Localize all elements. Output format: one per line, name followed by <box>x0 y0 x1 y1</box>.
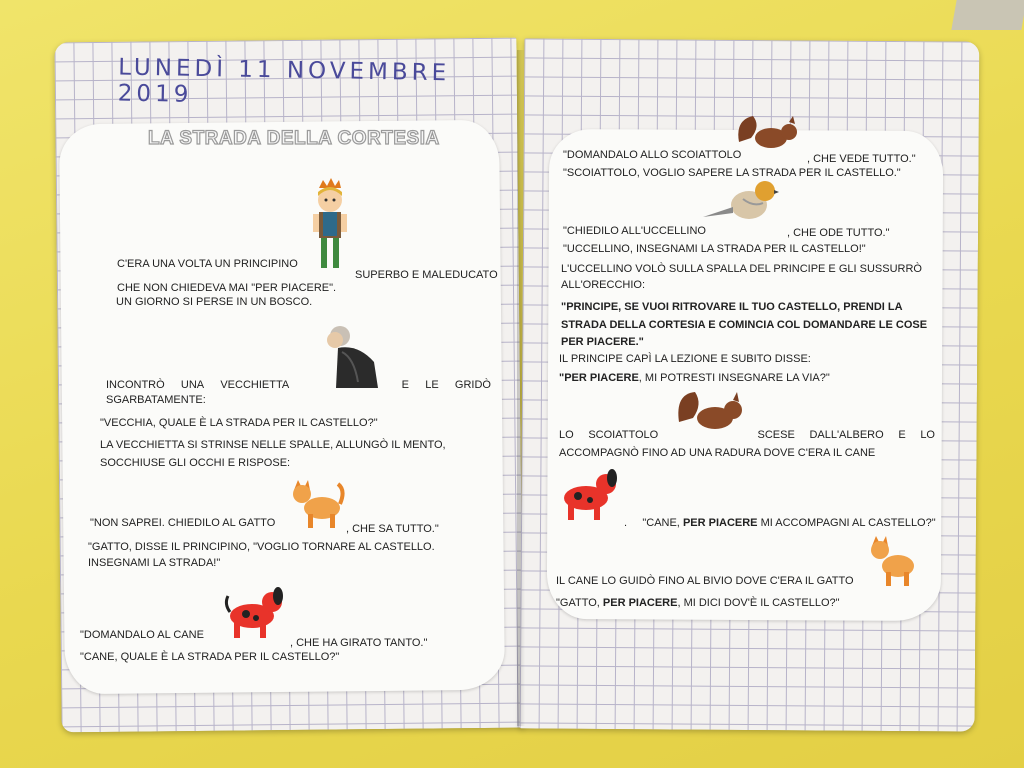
word: LE <box>425 379 439 391</box>
text-line: ALL'ORECCHIO: <box>561 279 646 291</box>
text-line: IL PRINCIPE CAPÌ LA LEZIONE E SUBITO DISSE: <box>559 353 811 365</box>
text-line: LA VECCHIETTA SI STRINSE NELLE SPALLE, ALLUNGÒ IL MENTO, <box>100 439 446 451</box>
word: E <box>401 379 409 391</box>
text-line: , CHE HA GIRATO TANTO." <box>290 637 428 649</box>
text-line: "NON SAPREI. CHIEDILO AL GATTO <box>90 517 276 529</box>
text-line <box>559 371 830 385</box>
bird-drawing <box>703 177 779 225</box>
text-line: CHE NON CHIEDEVA MAI "PER PIACERE". <box>117 282 337 294</box>
text-line: "VECCHIA, QUALE È LA STRADA PER IL CASTELLO?" <box>100 417 378 429</box>
text: "CANE, <box>642 517 683 529</box>
text-line: ACCOMPAGNÒ FINO AD UNA RADURA DOVE C'ERA IL CANE <box>559 447 876 459</box>
text-line: PER PIACERE." <box>561 336 644 348</box>
text: MI ACCOMPAGNI AL CASTELLO?" <box>757 517 936 529</box>
word: LO <box>559 429 574 441</box>
text-line: UN GIORNO SI PERSE IN UN BOSCO. <box>116 296 313 308</box>
cat-drawing <box>288 478 346 530</box>
text-line: "DOMANDALO AL CANE <box>80 629 204 641</box>
text-line: "UCCELLINO, INSEGNAMI LA STRADA PER IL CASTELLO!" <box>563 243 866 255</box>
text-line <box>556 596 840 610</box>
prince-drawing <box>305 178 355 274</box>
word: GRIDÒ <box>454 379 491 391</box>
handwritten-date: LUNEDÌ 11 NOVEMBRE 2019 <box>117 54 451 108</box>
text-line: "GATTO, DISSE IL PRINCIPINO, "VOGLIO TORNARE AL CASTELLO. <box>88 541 435 553</box>
text: . <box>624 517 628 529</box>
dog-drawing-2 <box>556 466 622 522</box>
text-line: "CHIEDILO ALL'UCCELLINO <box>563 225 706 237</box>
emphasis: PER PIACERE <box>602 597 678 609</box>
text-line: "SCOIATTOLO, VOGLIO SAPERE LA STRADA PER IL CASTELLO." <box>563 167 901 179</box>
word: LO <box>920 429 935 441</box>
text: "GATTO, <box>556 597 603 609</box>
text-line: "CANE, QUALE È LA STRADA PER IL CASTELLO?" <box>80 651 340 663</box>
text-line: , CHE VEDE TUTTO." <box>807 153 916 165</box>
text-line: IL CANE LO GUIDÒ FINO AL BIVIO DOVE C'ERA IL GATTO <box>556 575 854 587</box>
text-line: "PRINCIPE, SE VUOI RITROVARE IL TUO CASTELLO, PRENDI LA <box>561 301 903 313</box>
text-line: SOCCHIUSE GLI OCCHI E RISPOSE: <box>100 457 291 469</box>
word: E <box>898 429 906 441</box>
story-title: LA STRADA DELLA CORTESIA <box>148 128 440 149</box>
text-line <box>624 516 936 530</box>
word: SCOIATTOLO <box>588 429 659 441</box>
squirrel-drawing <box>735 112 801 152</box>
word: VECCHIETTA <box>220 379 290 391</box>
emphasis: PER PIACERE <box>682 517 758 529</box>
text-line: INSEGNAMI LA STRADA!" <box>88 557 221 569</box>
text-line <box>559 428 935 442</box>
cat-drawing-2 <box>866 534 920 590</box>
text-line: , CHE SA TUTTO." <box>346 523 439 535</box>
text: , MI DICI DOV'È IL CASTELLO?" <box>677 597 840 609</box>
text-line <box>106 378 491 392</box>
notebook-spine <box>517 50 525 726</box>
text-line: SGARBATAMENTE: <box>106 394 206 406</box>
text-line: SUPERBO E MALEDUCATO <box>355 269 498 281</box>
emphasis: "PER PIACERE <box>559 372 639 384</box>
text-line: "DOMANDALO ALLO SCOIATTOLO <box>563 149 742 161</box>
text-line: , CHE ODE TUTTO." <box>787 227 890 239</box>
background-object <box>951 0 1024 30</box>
dog-drawing <box>222 582 288 640</box>
word: SCESE <box>757 429 795 441</box>
word: DALL'ALBERO <box>809 429 884 441</box>
word: INCONTRÒ <box>106 379 165 391</box>
text-line: L'UCCELLINO VOLÒ SULLA SPALLA DEL PRINCIPE E GLI SUSSURRÒ <box>561 263 922 275</box>
word: UNA <box>180 379 205 391</box>
text: , MI POTRESTI INSEGNARE LA VIA?" <box>638 372 830 384</box>
text-line: STRADA DELLA CORTESIA E COMINCIA COL DOMANDARE LE COSE <box>561 319 928 331</box>
text-line: C'ERA UNA VOLTA UN PRINCIPINO <box>117 258 298 270</box>
